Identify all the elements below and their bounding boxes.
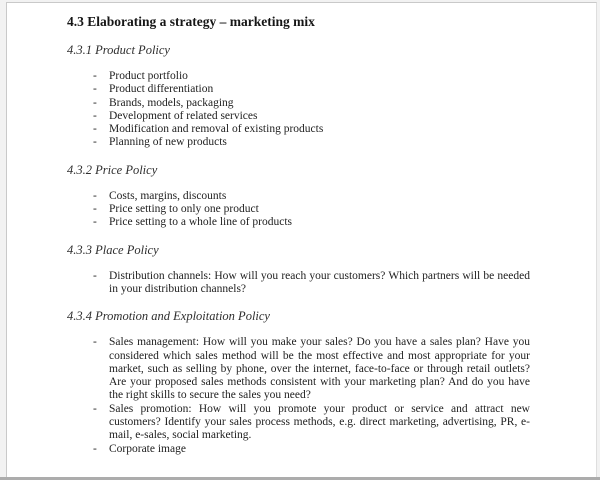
dash-bullet: - (93, 109, 97, 122)
bullet-item (93, 70, 530, 83)
bullet-list (67, 336, 530, 456)
bullet-text: Costs, margins, discounts (109, 189, 227, 202)
dash-bullet: - (93, 336, 97, 349)
dash-bullet: - (93, 402, 97, 415)
bullet-item (93, 203, 530, 216)
dash-bullet: - (93, 442, 97, 455)
bullet-list (67, 190, 530, 230)
dash-bullet: - (93, 83, 97, 96)
dash-bullet: - (93, 96, 97, 109)
bullet-item (93, 443, 530, 456)
bullet-list (67, 70, 530, 150)
bullet-item (93, 97, 530, 110)
document-content (7, 3, 596, 477)
bullet-text: Brands, models, packaging (109, 96, 234, 109)
dash-bullet: - (93, 136, 97, 149)
section-place-policy (67, 243, 530, 297)
bullet-item (93, 403, 530, 443)
bullet-item (93, 216, 530, 229)
bullet-item (93, 136, 530, 149)
dash-bullet: - (93, 70, 97, 82)
bullet-text: Distribution channels: How will you reach your customers? Which partners will be needed in your distribution channels? (109, 269, 530, 295)
bullet-item (93, 270, 530, 297)
section-product-policy (67, 43, 530, 150)
bullet-text: Development of related services (109, 109, 258, 122)
document-page (6, 2, 597, 477)
bullet-item (93, 336, 530, 402)
dash-bullet: - (93, 203, 97, 216)
bullet-item (93, 83, 530, 96)
bullet-text: Price setting to a whole line of products (109, 216, 293, 229)
section-heading: 4.3.1 Product Policy (67, 43, 170, 57)
bullet-text: Corporate image (109, 442, 186, 455)
bullet-text: Product differentiation (109, 83, 214, 96)
bullet-item (93, 110, 530, 123)
dash-bullet: - (93, 189, 97, 202)
section-price-policy (67, 163, 530, 230)
bullet-text: Price setting to only one product (109, 203, 259, 216)
section-heading: 4.3.2 Price Policy (67, 162, 158, 177)
section-heading: 4.3.3 Place Policy (67, 242, 159, 257)
section-promotion-policy (67, 309, 530, 456)
dash-bullet: - (93, 269, 97, 282)
bullet-list (67, 270, 530, 297)
bullet-text: Product portfolio (109, 70, 188, 82)
bullet-item (93, 123, 530, 136)
bullet-text: Sales management: How will you make your sales? Do you have a sales plan? Have you considered which sales method will be the most effective and most appropriate for your market, such as selling by phone, over the internet, face-to-face or through retail outlets? Are your proposed sales methods consistent with your marketing plan? And do you have the right skills to secure the sales you need? (109, 336, 530, 402)
section-heading: 4.3.4 Promotion and Exploitation Policy (67, 309, 270, 324)
dash-bullet: - (93, 216, 97, 229)
bullet-text: Sales promotion: How will you promote your product or service and attract new customers? Identify your sales process methods, e.g. direct marketing, advertising, PR, e-mail, e-sales, social marketing. (109, 402, 530, 442)
bullet-text: Planning of new products (109, 136, 227, 149)
dash-bullet: - (93, 123, 97, 136)
bullet-text: Modification and removal of existing products (109, 123, 324, 136)
doc-title: 4.3 Elaborating a strategy – marketing mix (67, 14, 315, 29)
bullet-item (93, 190, 530, 203)
